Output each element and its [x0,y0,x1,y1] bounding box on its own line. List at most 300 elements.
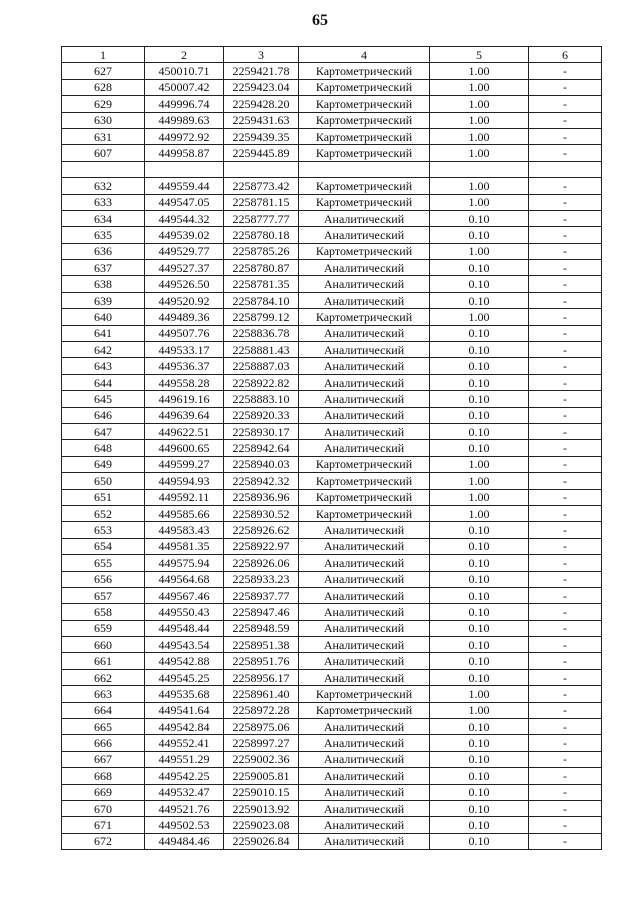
table-row [62,604,602,620]
table-row [62,292,602,308]
point-number-cell: 657 [62,587,145,603]
note-cell: - [529,243,602,259]
x-coordinate-cell: 449541.64 [145,702,224,718]
point-number-cell: 651 [62,489,145,505]
note-cell: - [529,391,602,407]
accuracy-cell: 0.10 [430,768,529,784]
point-number-cell: 652 [62,505,145,521]
page-number: 65 [312,12,328,29]
note-cell: - [529,112,602,128]
note-cell: - [529,358,602,374]
note-cell: - [529,719,602,735]
table-row [62,342,602,358]
x-coordinate-cell: 449989.63 [145,112,224,128]
table-row [62,669,602,685]
point-number-cell: 638 [62,276,145,292]
point-number-cell: 662 [62,669,145,685]
y-coordinate-cell: 2259013.92 [224,800,299,816]
note-cell: - [529,522,602,538]
x-coordinate-cell: 449545.25 [145,669,224,685]
note-cell: - [529,702,602,718]
method-cell: Картометрический [299,63,430,79]
x-coordinate-cell: 449542.25 [145,768,224,784]
accuracy-cell: 1.00 [430,63,529,79]
point-number-cell: 655 [62,555,145,571]
y-coordinate-cell: 2259431.63 [224,112,299,128]
table-row [62,112,602,128]
point-number-cell: 650 [62,473,145,489]
table-row [62,456,602,472]
method-cell: Аналитический [299,653,430,669]
method-cell: Аналитический [299,391,430,407]
y-coordinate-cell: 2258933.23 [224,571,299,587]
note-cell: - [529,571,602,587]
table-body [62,63,602,850]
point-number-cell: 648 [62,440,145,456]
note-cell: - [529,489,602,505]
point-number-cell: 668 [62,768,145,784]
table-row [62,735,602,751]
method-cell: Аналитический [299,260,430,276]
accuracy-cell: 0.10 [430,522,529,538]
y-coordinate-cell: 2258780.87 [224,260,299,276]
note-cell: - [529,79,602,95]
method-cell: Аналитический [299,620,430,636]
x-coordinate-cell: 449550.43 [145,604,224,620]
note-cell: - [529,325,602,341]
y-coordinate-cell: 2259026.84 [224,833,299,849]
y-coordinate-cell: 2258956.17 [224,669,299,685]
point-number-cell: 640 [62,309,145,325]
note-cell: - [529,210,602,226]
method-cell: Картометрический [299,686,430,702]
table-row [62,407,602,423]
y-coordinate-cell: 2258922.82 [224,374,299,390]
accuracy-cell: 1.00 [430,309,529,325]
method-cell: Аналитический [299,587,430,603]
note-cell: - [529,456,602,472]
note-cell: - [529,145,602,161]
accuracy-cell: 0.10 [430,571,529,587]
table-row [62,145,602,161]
x-coordinate-cell: 449542.88 [145,653,224,669]
accuracy-cell: 1.00 [430,686,529,702]
method-cell: Аналитический [299,735,430,751]
point-number-cell: 663 [62,686,145,702]
point-number-cell: 646 [62,407,145,423]
method-cell: Аналитический [299,538,430,554]
method-cell: Картометрический [299,96,430,112]
note-cell: - [529,751,602,767]
note-cell: - [529,96,602,112]
accuracy-cell: 0.10 [430,620,529,636]
table-row [62,309,602,325]
x-coordinate-cell: 449521.76 [145,800,224,816]
header-cell: 1 [62,47,145,63]
table-row [62,686,602,702]
table-row [62,833,602,849]
point-number-cell: 631 [62,128,145,144]
table-row [62,719,602,735]
note-cell: - [529,227,602,243]
x-coordinate-cell: 449619.16 [145,391,224,407]
y-coordinate-cell: 2258930.17 [224,423,299,439]
point-number-cell: 671 [62,817,145,833]
point-number-cell: 658 [62,604,145,620]
method-cell: Аналитический [299,423,430,439]
table-row [62,227,602,243]
x-coordinate-cell: 449533.17 [145,342,224,358]
accuracy-cell: 1.00 [430,489,529,505]
method-cell: Картометрический [299,79,430,95]
x-coordinate-cell: 449575.94 [145,555,224,571]
point-number-cell: 629 [62,96,145,112]
accuracy-cell: 0.10 [430,587,529,603]
accuracy-cell: 1.00 [430,194,529,210]
y-coordinate-cell: 2258942.32 [224,473,299,489]
table-row [62,538,602,554]
x-coordinate-cell: 449585.66 [145,505,224,521]
point-number-cell: 636 [62,243,145,259]
y-coordinate-cell: 2258951.38 [224,637,299,653]
x-coordinate-cell: 449529.77 [145,243,224,259]
x-coordinate-cell: 449536.37 [145,358,224,374]
x-coordinate-cell: 449520.92 [145,292,224,308]
table-row [62,391,602,407]
table-row [62,817,602,833]
table-row [62,587,602,603]
point-number-cell: 643 [62,358,145,374]
accuracy-cell: 0.10 [430,342,529,358]
accuracy-cell: 0.10 [430,440,529,456]
x-coordinate-cell: 449544.32 [145,210,224,226]
method-cell: Аналитический [299,768,430,784]
note-cell: - [529,538,602,554]
y-coordinate-cell: 2258930.52 [224,505,299,521]
table-row [62,522,602,538]
table-row [62,374,602,390]
accuracy-cell: 0.10 [430,800,529,816]
y-coordinate-cell: 2259010.15 [224,784,299,800]
table-row [62,784,602,800]
method-cell: Аналитический [299,276,430,292]
y-coordinate-cell: 2258887.03 [224,358,299,374]
table-row [62,768,602,784]
accuracy-cell: 1.00 [430,96,529,112]
accuracy-cell [430,161,529,177]
y-coordinate-cell [224,161,299,177]
method-cell: Картометрический [299,178,430,194]
y-coordinate-cell: 2258948.59 [224,620,299,636]
point-number-cell: 665 [62,719,145,735]
point-number-cell: 645 [62,391,145,407]
method-cell: Аналитический [299,374,430,390]
coordinates-table [61,46,602,850]
x-coordinate-cell: 449507.76 [145,325,224,341]
accuracy-cell: 0.10 [430,538,529,554]
table-row [62,63,602,79]
x-coordinate-cell: 449972.92 [145,128,224,144]
point-number-cell: 635 [62,227,145,243]
x-coordinate-cell: 449567.46 [145,587,224,603]
y-coordinate-cell: 2258777.77 [224,210,299,226]
y-coordinate-cell: 2258773.42 [224,178,299,194]
point-number-cell: 633 [62,194,145,210]
y-coordinate-cell: 2258785.26 [224,243,299,259]
header-cell: 2 [145,47,224,63]
method-cell: Картометрический [299,243,430,259]
note-cell: - [529,587,602,603]
x-coordinate-cell: 449526.50 [145,276,224,292]
table-row [62,653,602,669]
method-cell: Аналитический [299,358,430,374]
method-cell: Картометрический [299,112,430,128]
method-cell: Аналитический [299,292,430,308]
table-row [62,489,602,505]
accuracy-cell: 1.00 [430,473,529,489]
point-number-cell: 656 [62,571,145,587]
x-coordinate-cell: 449581.35 [145,538,224,554]
y-coordinate-cell: 2258926.06 [224,555,299,571]
note-cell: - [529,653,602,669]
table-row [62,751,602,767]
x-coordinate-cell: 449502.53 [145,817,224,833]
y-coordinate-cell: 2258781.35 [224,276,299,292]
y-coordinate-cell: 2259423.04 [224,79,299,95]
y-coordinate-cell: 2259428.20 [224,96,299,112]
point-number-cell: 642 [62,342,145,358]
point-number-cell: 641 [62,325,145,341]
method-cell: Аналитический [299,751,430,767]
method-cell: Аналитический [299,571,430,587]
accuracy-cell: 0.10 [430,751,529,767]
x-coordinate-cell: 449543.54 [145,637,224,653]
table-row [62,423,602,439]
accuracy-cell: 0.10 [430,292,529,308]
method-cell: Аналитический [299,800,430,816]
table-row [62,702,602,718]
point-number-cell: 634 [62,210,145,226]
point-number-cell: 653 [62,522,145,538]
method-cell: Аналитический [299,833,430,849]
accuracy-cell: 0.10 [430,374,529,390]
point-number-cell: 632 [62,178,145,194]
method-cell [299,161,430,177]
note-cell: - [529,604,602,620]
x-coordinate-cell: 449535.68 [145,686,224,702]
note-cell: - [529,194,602,210]
y-coordinate-cell: 2259023.08 [224,817,299,833]
accuracy-cell: 1.00 [430,702,529,718]
y-coordinate-cell: 2258883.10 [224,391,299,407]
accuracy-cell: 0.10 [430,653,529,669]
point-number-cell: 647 [62,423,145,439]
method-cell: Картометрический [299,702,430,718]
method-cell: Аналитический [299,669,430,685]
x-coordinate-cell: 449527.37 [145,260,224,276]
note-cell [529,161,602,177]
accuracy-cell: 1.00 [430,505,529,521]
x-coordinate-cell: 449559.44 [145,178,224,194]
note-cell: - [529,473,602,489]
header-cell: 6 [529,47,602,63]
header-cell: 4 [299,47,430,63]
x-coordinate-cell: 449551.29 [145,751,224,767]
method-cell: Картометрический [299,505,430,521]
accuracy-cell: 0.10 [430,833,529,849]
accuracy-cell: 0.10 [430,358,529,374]
accuracy-cell: 1.00 [430,145,529,161]
point-number-cell: 644 [62,374,145,390]
table-row [62,358,602,374]
point-number-cell: 639 [62,292,145,308]
table-row [62,243,602,259]
point-number-cell: 654 [62,538,145,554]
table-row [62,260,602,276]
y-coordinate-cell: 2258937.77 [224,587,299,603]
method-cell: Аналитический [299,440,430,456]
accuracy-cell: 0.10 [430,784,529,800]
accuracy-cell: 0.10 [430,407,529,423]
y-coordinate-cell: 2258997.27 [224,735,299,751]
point-number-cell: 649 [62,456,145,472]
x-coordinate-cell: 450010.71 [145,63,224,79]
y-coordinate-cell: 2258961.40 [224,686,299,702]
point-number-cell: 666 [62,735,145,751]
table-row [62,620,602,636]
table-row [62,637,602,653]
note-cell: - [529,833,602,849]
accuracy-cell: 1.00 [430,128,529,144]
accuracy-cell: 1.00 [430,178,529,194]
table-row [62,194,602,210]
point-number-cell: 664 [62,702,145,718]
method-cell: Аналитический [299,407,430,423]
note-cell: - [529,309,602,325]
method-cell: Аналитический [299,342,430,358]
note-cell: - [529,768,602,784]
table-row [62,440,602,456]
method-cell: Аналитический [299,604,430,620]
y-coordinate-cell: 2258784.10 [224,292,299,308]
accuracy-cell: 0.10 [430,210,529,226]
x-coordinate-cell: 449996.74 [145,96,224,112]
y-coordinate-cell: 2258881.43 [224,342,299,358]
accuracy-cell: 1.00 [430,112,529,128]
x-coordinate-cell: 449622.51 [145,423,224,439]
y-coordinate-cell: 2258920.33 [224,407,299,423]
x-coordinate-cell: 449639.64 [145,407,224,423]
y-coordinate-cell: 2259445.89 [224,145,299,161]
accuracy-cell: 1.00 [430,456,529,472]
x-coordinate-cell: 450007.42 [145,79,224,95]
y-coordinate-cell: 2258951.76 [224,653,299,669]
method-cell: Аналитический [299,637,430,653]
method-cell: Картометрический [299,128,430,144]
y-coordinate-cell: 2258975.06 [224,719,299,735]
x-coordinate-cell: 449958.87 [145,145,224,161]
note-cell: - [529,440,602,456]
y-coordinate-cell: 2258940.03 [224,456,299,472]
y-coordinate-cell: 2258972.28 [224,702,299,718]
accuracy-cell: 0.10 [430,325,529,341]
header-cell: 3 [224,47,299,63]
note-cell: - [529,784,602,800]
x-coordinate-cell: 449547.05 [145,194,224,210]
point-number-cell [62,161,145,177]
point-number-cell: 628 [62,79,145,95]
table-row [62,473,602,489]
note-cell: - [529,669,602,685]
table-row [62,79,602,95]
x-coordinate-cell: 449552.41 [145,735,224,751]
note-cell: - [529,555,602,571]
x-coordinate-cell: 449484.46 [145,833,224,849]
x-coordinate-cell: 449532.47 [145,784,224,800]
header-cell: 5 [430,47,529,63]
x-coordinate-cell: 449600.65 [145,440,224,456]
table-row [62,800,602,816]
method-cell: Картометрический [299,456,430,472]
x-coordinate-cell: 449539.02 [145,227,224,243]
table-row [62,276,602,292]
y-coordinate-cell: 2259002.36 [224,751,299,767]
point-number-cell: 670 [62,800,145,816]
x-coordinate-cell: 449594.93 [145,473,224,489]
x-coordinate-cell: 449599.27 [145,456,224,472]
accuracy-cell: 0.10 [430,735,529,751]
note-cell: - [529,637,602,653]
method-cell: Картометрический [299,145,430,161]
note-cell: - [529,276,602,292]
y-coordinate-cell: 2258780.18 [224,227,299,243]
method-cell: Аналитический [299,719,430,735]
table-row [62,161,602,177]
note-cell: - [529,63,602,79]
table-row [62,96,602,112]
note-cell: - [529,128,602,144]
accuracy-cell: 0.10 [430,604,529,620]
y-coordinate-cell: 2258936.96 [224,489,299,505]
y-coordinate-cell: 2258922.97 [224,538,299,554]
accuracy-cell: 0.10 [430,391,529,407]
method-cell: Аналитический [299,522,430,538]
y-coordinate-cell: 2258836.78 [224,325,299,341]
accuracy-cell: 0.10 [430,276,529,292]
table-row [62,210,602,226]
method-cell: Картометрический [299,194,430,210]
point-number-cell: 607 [62,145,145,161]
accuracy-cell: 0.10 [430,669,529,685]
y-coordinate-cell: 2258942.64 [224,440,299,456]
x-coordinate-cell: 449592.11 [145,489,224,505]
x-coordinate-cell: 449542.84 [145,719,224,735]
accuracy-cell: 0.10 [430,817,529,833]
y-coordinate-cell: 2259005.81 [224,768,299,784]
method-cell: Аналитический [299,784,430,800]
note-cell: - [529,407,602,423]
y-coordinate-cell: 2258947.46 [224,604,299,620]
accuracy-cell: 0.10 [430,423,529,439]
point-number-cell: 637 [62,260,145,276]
note-cell: - [529,374,602,390]
table-header-row [62,47,602,63]
accuracy-cell: 1.00 [430,243,529,259]
table-row [62,555,602,571]
x-coordinate-cell: 449558.28 [145,374,224,390]
method-cell: Картометрический [299,489,430,505]
method-cell: Картометрический [299,309,430,325]
